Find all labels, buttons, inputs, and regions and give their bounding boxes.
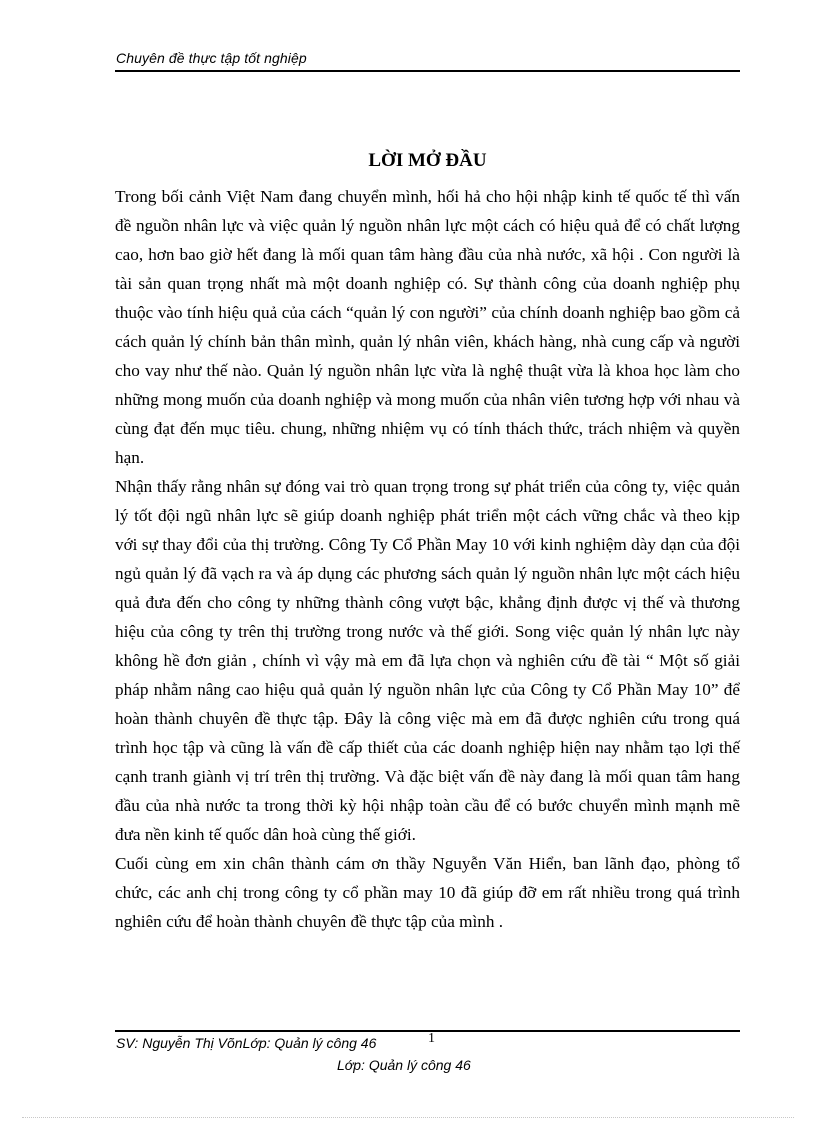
footer-class-info: Lớp: Quản lý công 46 — [337, 1057, 471, 1073]
page-number: 1 — [428, 1031, 435, 1046]
footer-student-info: SV: Nguyễn Thị VõnLớp: Quản lý công 46 — [116, 1035, 377, 1051]
page-bottom-edge — [22, 1117, 794, 1118]
document-body — [115, 182, 740, 936]
paragraph-thanks: Cuối cùng em xin chân thành cám ơn thầy Nguyễn Văn Hiển, ban lãnh đạo, phòng tổ chức, các anh chị trong công ty cổ phần may 10 đã giúp đỡ em rất nhiều trong quá trình nghiên cứu để hoàn thành chuyên đề thực tập của mình . — [115, 854, 740, 931]
page-title: LỜI MỞ ĐẦU — [368, 150, 487, 171]
header-divider — [115, 70, 740, 72]
paragraph-intro: Trong bối cảnh Việt Nam đang chuyển mình, hối hả cho hội nhập kinh tế quốc tế thì vấn đề nguồn nhân lực và việc quản lý nguồn nhân lực một cách có hiệu quả để có chất lượng cao, hơn bao giờ hết đang là mối quan tâm hàng đầu của nhà nước, xã hội . Con người là tài sản quan trọng nhất mà một doanh nghiệp có. Sự thành công của doanh nghiệp phụ thuộc vào tính hiệu quả của cách “quản lý con người” của chính doanh nghiệp bao gồm cả cách quản lý chính bản thân mình, quản lý nhân viên, khách hàng, nhà cung cấp và người cho vay như thế nào. Quản lý nguồn nhân lực vừa là nghệ thuật vừa là khoa học làm cho những mong muốn của doanh nghiệp và mong muốn của nhân viên tương hợp với nhau và cùng đạt đến mục tiêu. chung, những nhiệm vụ có tính thách thức, trách nhiệm và quyền hạn. — [115, 187, 740, 467]
page-header-title: Chuyên đề thực tập tốt nghiệp — [116, 50, 307, 66]
paragraph-topic: Nhận thấy rằng nhân sự đóng vai trò quan trọng trong sự phát triển của công ty, việc quản lý tốt đội ngũ nhân lực sẽ giúp doanh nghiệp phát triển một cách vững chắc và theo kịp với sự thay đổi của thị trường. Công Ty Cổ Phần May 10 với kinh nghiệm dày dạn của đội ngủ quản lý đã vạch ra và áp dụng các phương sách quản lý nguồn nhân lực một cách hiệu quả đưa đến cho công ty những thành công vượt bậc, khẳng định được vị thế và thương hiệu của công ty trên thị trường trong nước và thế giới. Song việc quản lý nhân lực này không hề đơn giản , chính vì vậy mà em đã lựa chọn và nghiên cứu đề tài “ Một số giải pháp nhằm nâng cao hiệu quả quản lý nguồn nhân lực của Công ty Cổ Phần May 10” để hoàn thành chuyên đề thực tập. Đây là công việc mà em đã được nghiên cứu trong quá trình học tập và cũng là vấn đề cấp thiết của các doanh nghiệp hiện nay nhằm tạo lợi thế cạnh tranh giành vị trí trên thị trường. Và đặc biệt vấn đề này đang là mối quan tâm hang đầu của nhà nước ta trong thời kỳ hội nhập toàn cầu để có bước chuyển mình mạnh mẽ đưa nền kinh tế quốc dân hoà cùng thế giới. — [115, 477, 740, 844]
